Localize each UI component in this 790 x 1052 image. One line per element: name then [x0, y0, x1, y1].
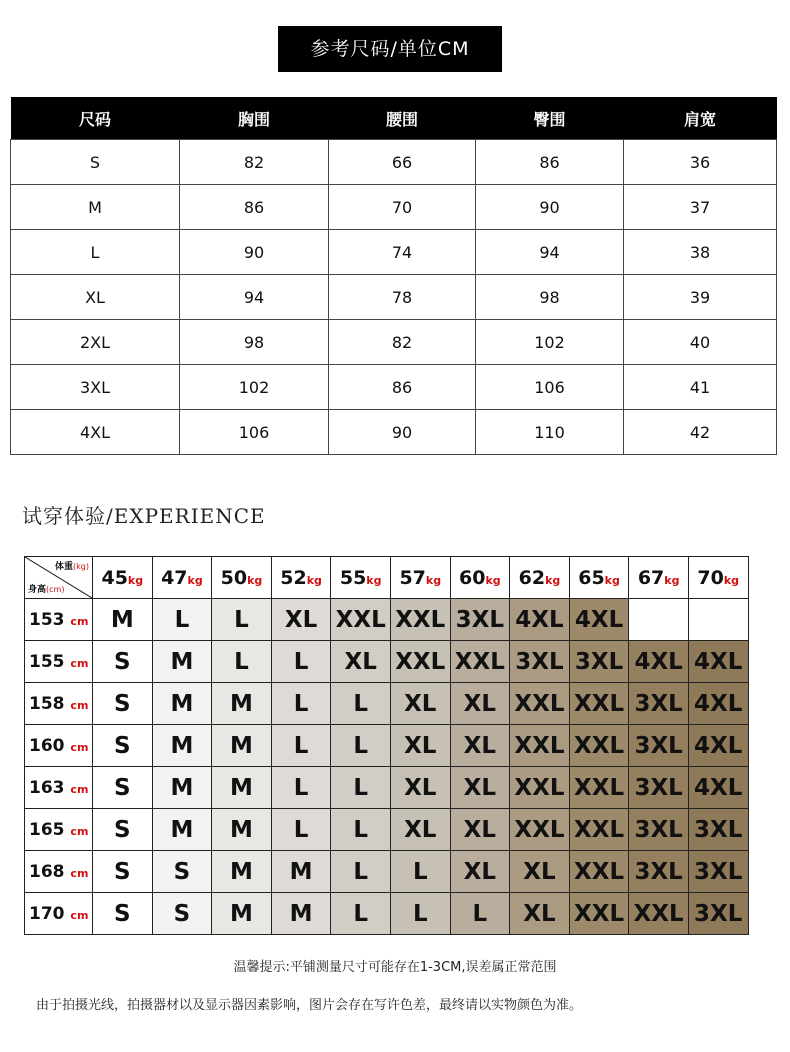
- weight-header-cell: 52kg: [271, 557, 331, 599]
- size-recommendation-cell: XXL: [450, 641, 510, 683]
- size-recommendation-cell: 4XL: [569, 599, 629, 641]
- size-cell: 102: [476, 320, 624, 365]
- size-recommendation-cell: XXL: [569, 767, 629, 809]
- size-recommendation-cell: XL: [450, 809, 510, 851]
- size-recommendation-cell: XL: [510, 893, 570, 935]
- size-cell: 106: [476, 365, 624, 410]
- size-recommendation-cell: XXL: [390, 641, 450, 683]
- weight-header-cell: 55kg: [331, 557, 391, 599]
- size-recommendation-cell: [688, 599, 748, 641]
- weight-header-cell: 67kg: [629, 557, 689, 599]
- height-header-cell: 158 cm: [25, 683, 93, 725]
- measurement-tip: 温馨提示:平铺测量尺寸可能存在1-3CM,误差属正常范围: [233, 960, 557, 975]
- size-recommendation-cell: XL: [331, 641, 391, 683]
- size-recommendation-cell: L: [271, 683, 331, 725]
- size-row: [11, 320, 777, 365]
- size-recommendation-cell: XXL: [569, 893, 629, 935]
- size-recommendation-cell: M: [212, 851, 272, 893]
- size-recommendation-cell: L: [390, 851, 450, 893]
- size-recommendation-cell: L: [271, 767, 331, 809]
- color-disclaimer: 由于拍摄光线，拍摄器材以及显示器因素影响，图片会存在写许色差，最终请以实物颜色为准。: [36, 998, 583, 1013]
- size-cell: 39: [624, 275, 777, 320]
- size-recommendation-cell: S: [93, 809, 153, 851]
- size-recommendation-cell: XL: [271, 599, 331, 641]
- size-recommendation-cell: 4XL: [510, 599, 570, 641]
- weight-header-cell: 47kg: [152, 557, 212, 599]
- size-cell: 66: [329, 140, 476, 185]
- size-recommendation-cell: 4XL: [688, 683, 748, 725]
- height-header-cell: 170 cm: [25, 893, 93, 935]
- size-header-cell: 臀围: [476, 97, 624, 140]
- size-cell: 86: [329, 365, 476, 410]
- size-recommendation-cell: M: [271, 893, 331, 935]
- size-cell: 82: [180, 140, 329, 185]
- size-recommendation-cell: XXL: [510, 809, 570, 851]
- size-cell: 86: [180, 185, 329, 230]
- size-cell: 38: [624, 230, 777, 275]
- size-header-cell: 肩宽: [624, 97, 777, 140]
- size-recommendation-cell: 3XL: [450, 599, 510, 641]
- size-cell: 110: [476, 410, 624, 455]
- corner-height-label: 身高(cm): [28, 585, 65, 595]
- size-recommendation-cell: 3XL: [688, 851, 748, 893]
- size-recommendation-cell: S: [93, 851, 153, 893]
- size-recommendation-cell: L: [212, 599, 272, 641]
- size-cell: 4XL: [11, 410, 180, 455]
- size-cell: XL: [11, 275, 180, 320]
- size-cell: 94: [180, 275, 329, 320]
- weight-header-cell: 62kg: [510, 557, 570, 599]
- size-recommendation-cell: M: [152, 767, 212, 809]
- size-recommendation-cell: XXL: [629, 893, 689, 935]
- size-cell: 74: [329, 230, 476, 275]
- size-recommendation-cell: L: [331, 851, 391, 893]
- size-cell: 41: [624, 365, 777, 410]
- size-recommendation-cell: 3XL: [629, 725, 689, 767]
- size-recommendation-cell: 4XL: [688, 725, 748, 767]
- size-cell: S: [11, 140, 180, 185]
- size-recommendation-cell: 4XL: [688, 767, 748, 809]
- size-recommendation-cell: L: [390, 893, 450, 935]
- size-recommendation-cell: XXL: [569, 809, 629, 851]
- size-recommendation-cell: S: [93, 725, 153, 767]
- size-recommendation-cell: XXL: [331, 599, 391, 641]
- size-recommendation-cell: 3XL: [629, 809, 689, 851]
- weight-header-cell: 70kg: [688, 557, 748, 599]
- size-recommendation-cell: XL: [390, 767, 450, 809]
- size-recommendation-cell: L: [212, 641, 272, 683]
- size-recommendation-cell: [629, 599, 689, 641]
- size-cell: 90: [180, 230, 329, 275]
- size-recommendation-cell: S: [93, 641, 153, 683]
- size-recommendation-cell: 4XL: [629, 641, 689, 683]
- height-header-cell: 163 cm: [25, 767, 93, 809]
- height-row: [25, 683, 749, 725]
- size-cell: 86: [476, 140, 624, 185]
- size-recommendation-cell: XL: [390, 683, 450, 725]
- size-cell: 106: [180, 410, 329, 455]
- size-recommendation-cell: XL: [390, 725, 450, 767]
- size-recommendation-cell: S: [93, 767, 153, 809]
- experience-corner-cell: [25, 557, 93, 599]
- experience-table: [24, 556, 749, 935]
- size-recommendation-cell: XXL: [569, 851, 629, 893]
- size-recommendation-cell: M: [212, 893, 272, 935]
- size-recommendation-cell: 3XL: [629, 683, 689, 725]
- size-recommendation-cell: L: [331, 767, 391, 809]
- weight-header-cell: 65kg: [569, 557, 629, 599]
- weight-header-cell: 45kg: [93, 557, 153, 599]
- size-recommendation-cell: 4XL: [688, 641, 748, 683]
- size-cell: 40: [624, 320, 777, 365]
- size-recommendation-cell: M: [212, 809, 272, 851]
- size-recommendation-cell: XXL: [390, 599, 450, 641]
- size-recommendation-cell: XL: [450, 851, 510, 893]
- size-chart-title: 参考尺码/单位CM: [278, 26, 502, 72]
- size-row: [11, 140, 777, 185]
- size-recommendation-cell: S: [152, 851, 212, 893]
- size-recommendation-cell: XL: [450, 725, 510, 767]
- weight-header-cell: 57kg: [390, 557, 450, 599]
- size-recommendation-cell: 3XL: [629, 851, 689, 893]
- size-header-cell: 腰围: [329, 97, 476, 140]
- height-row: [25, 893, 749, 935]
- weight-header-cell: 60kg: [450, 557, 510, 599]
- size-recommendation-cell: M: [212, 767, 272, 809]
- size-recommendation-cell: 3XL: [688, 809, 748, 851]
- size-recommendation-cell: M: [152, 809, 212, 851]
- size-recommendation-cell: 3XL: [510, 641, 570, 683]
- size-recommendation-cell: S: [152, 893, 212, 935]
- height-header-cell: 155 cm: [25, 641, 93, 683]
- size-cell: 3XL: [11, 365, 180, 410]
- size-cell: 42: [624, 410, 777, 455]
- size-recommendation-cell: XXL: [569, 683, 629, 725]
- size-cell: L: [11, 230, 180, 275]
- size-recommendation-cell: XXL: [510, 767, 570, 809]
- size-cell: M: [11, 185, 180, 230]
- height-header-cell: 160 cm: [25, 725, 93, 767]
- size-cell: 90: [476, 185, 624, 230]
- size-recommendation-cell: L: [331, 893, 391, 935]
- size-recommendation-cell: XL: [450, 767, 510, 809]
- size-recommendation-cell: XXL: [510, 683, 570, 725]
- size-cell: 2XL: [11, 320, 180, 365]
- corner-weight-label: 体重(kg): [55, 562, 89, 572]
- weight-header-cell: 50kg: [212, 557, 272, 599]
- size-recommendation-cell: XXL: [510, 725, 570, 767]
- size-cell: 98: [180, 320, 329, 365]
- size-header-cell: 胸围: [180, 97, 329, 140]
- size-row: [11, 275, 777, 320]
- size-recommendation-cell: M: [152, 725, 212, 767]
- size-cell: 98: [476, 275, 624, 320]
- size-recommendation-cell: M: [152, 641, 212, 683]
- size-cell: 102: [180, 365, 329, 410]
- size-recommendation-cell: XL: [450, 683, 510, 725]
- height-row: [25, 599, 749, 641]
- size-row: [11, 365, 777, 410]
- size-recommendation-cell: M: [271, 851, 331, 893]
- size-recommendation-cell: S: [93, 893, 153, 935]
- size-cell: 94: [476, 230, 624, 275]
- size-recommendation-cell: XL: [510, 851, 570, 893]
- size-recommendation-cell: 3XL: [688, 893, 748, 935]
- height-row: [25, 725, 749, 767]
- size-recommendation-cell: L: [450, 893, 510, 935]
- size-header-cell: 尺码: [11, 97, 180, 140]
- experience-header-row: [25, 557, 749, 599]
- height-header-cell: 153 cm: [25, 599, 93, 641]
- size-cell: 36: [624, 140, 777, 185]
- size-recommendation-cell: 3XL: [569, 641, 629, 683]
- size-recommendation-cell: L: [331, 809, 391, 851]
- height-header-cell: 165 cm: [25, 809, 93, 851]
- height-row: [25, 851, 749, 893]
- size-recommendation-cell: L: [271, 725, 331, 767]
- height-header-cell: 168 cm: [25, 851, 93, 893]
- size-row: [11, 185, 777, 230]
- size-cell: 78: [329, 275, 476, 320]
- size-recommendation-cell: XL: [390, 809, 450, 851]
- size-recommendation-cell: XXL: [569, 725, 629, 767]
- size-recommendation-cell: L: [152, 599, 212, 641]
- size-chart-table: [10, 97, 777, 455]
- height-row: [25, 809, 749, 851]
- size-recommendation-cell: M: [212, 725, 272, 767]
- size-row: [11, 410, 777, 455]
- size-recommendation-cell: S: [93, 683, 153, 725]
- size-recommendation-cell: M: [212, 683, 272, 725]
- size-recommendation-cell: M: [93, 599, 153, 641]
- size-chart-header-row: [11, 97, 777, 140]
- height-row: [25, 767, 749, 809]
- height-row: [25, 641, 749, 683]
- size-recommendation-cell: M: [152, 683, 212, 725]
- size-cell: 70: [329, 185, 476, 230]
- size-cell: 37: [624, 185, 777, 230]
- size-recommendation-cell: L: [331, 725, 391, 767]
- size-cell: 82: [329, 320, 476, 365]
- size-row: [11, 230, 777, 275]
- size-cell: 90: [329, 410, 476, 455]
- experience-title: 试穿体验/EXPERIENCE: [22, 504, 266, 528]
- size-recommendation-cell: 3XL: [629, 767, 689, 809]
- size-recommendation-cell: L: [271, 809, 331, 851]
- size-recommendation-cell: L: [331, 683, 391, 725]
- size-recommendation-cell: L: [271, 641, 331, 683]
